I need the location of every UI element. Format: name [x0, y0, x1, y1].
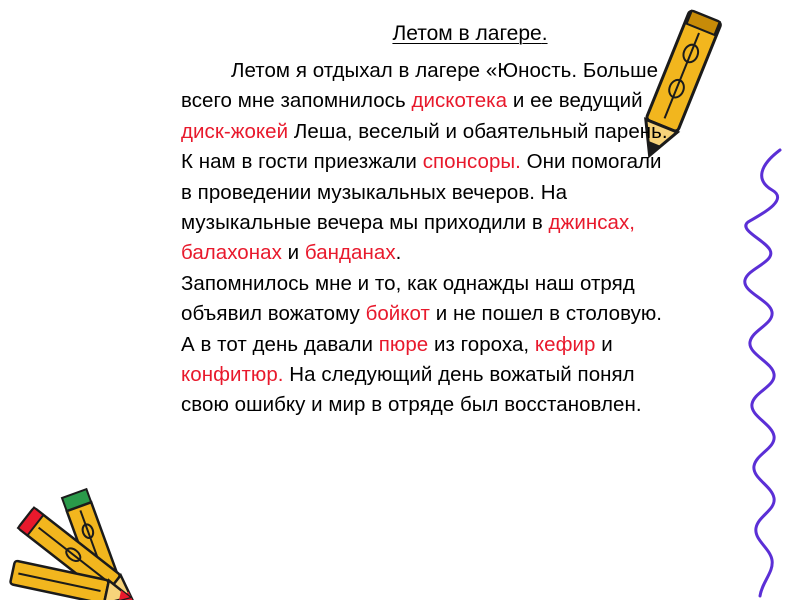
text-segment: музыкальные вечера мы приходили в	[181, 210, 549, 234]
highlighted-word: пюре	[378, 332, 429, 356]
text-segment: в проведении музыкальных вечеров. На	[181, 180, 568, 204]
text-segment: Они помогали	[520, 150, 662, 174]
title-text: Летом в лагере	[392, 22, 542, 45]
story-line	[181, 178, 791, 208]
text-segment: Летом я отдыхал в лагере «Юность. Больше	[231, 59, 659, 82]
highlighted-word: конфитюр.	[181, 362, 284, 386]
text-segment: свою ошибку и мир в отряде был восстановлен.	[181, 393, 642, 417]
text-segment: из гороха,	[428, 332, 535, 356]
story-line	[181, 56, 791, 86]
title-period: .	[541, 22, 548, 45]
story-line	[181, 330, 791, 360]
highlighted-word: бойкот	[365, 302, 430, 326]
text-segment: На следующий день вожатый понял	[283, 362, 635, 386]
text-segment: и не пошел в столовую.	[430, 302, 663, 326]
text-segment: объявил вожатому	[181, 302, 366, 326]
text-segment: и	[595, 332, 613, 356]
story-line	[181, 117, 791, 147]
highlighted-word: спонсоры.	[422, 150, 521, 174]
pencils-bottom-left-icon	[10, 489, 141, 600]
highlighted-word: кефир	[534, 332, 596, 356]
story-line	[181, 147, 791, 177]
text-segment: .	[395, 241, 402, 265]
highlighted-word: банданах	[304, 241, 396, 265]
story-line	[181, 208, 791, 238]
text-segment: всего мне запомнилось	[181, 89, 412, 113]
text-segment: и ее ведущий	[507, 89, 643, 113]
text-segment: К нам в гости приезжали	[181, 150, 423, 174]
story-line	[181, 238, 791, 268]
story-line	[181, 360, 791, 390]
story-line	[181, 86, 791, 116]
highlighted-word: дискотека	[411, 89, 508, 113]
highlighted-word: джинсах,	[548, 210, 635, 234]
highlighted-word: диск-жокей	[181, 119, 289, 143]
highlighted-word: балахонах	[181, 241, 282, 265]
text-segment: А в тот день давали	[181, 332, 379, 356]
story-line	[181, 299, 791, 329]
story-line	[181, 390, 791, 420]
page-title	[0, 22, 800, 46]
text-segment: Запомнилось мне и то, как однажды наш отряд	[181, 271, 635, 295]
story-line	[181, 269, 791, 299]
text-segment: Леша, веселый и обаятельный парень.	[288, 119, 668, 143]
story-text	[181, 56, 791, 421]
text-segment: и	[281, 241, 305, 265]
